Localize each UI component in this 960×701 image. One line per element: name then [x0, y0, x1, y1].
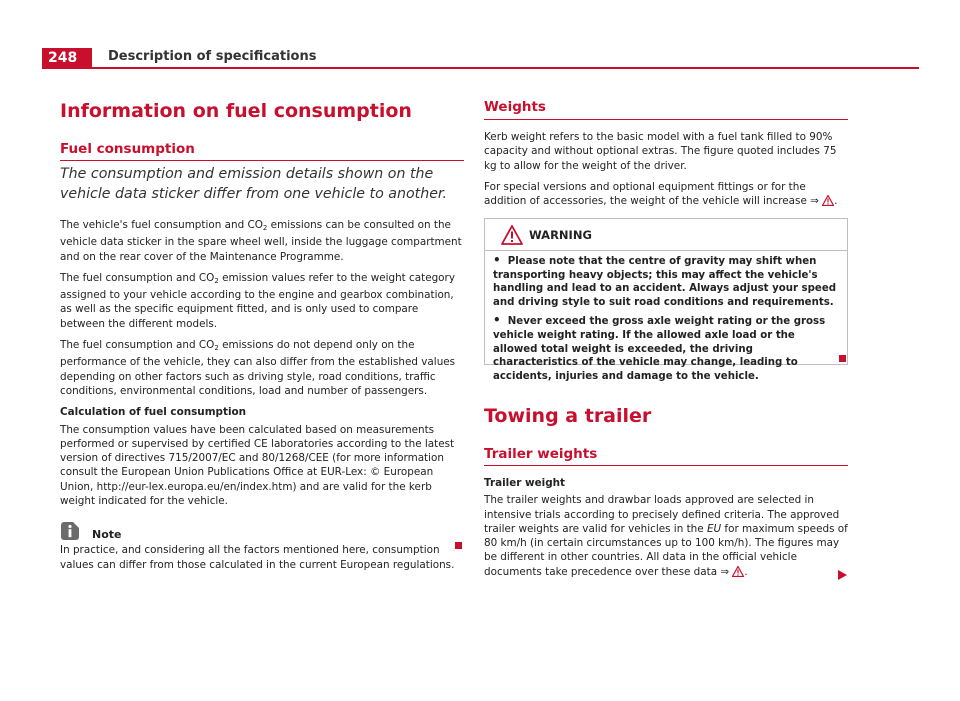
trailer-paragraph: The trailer weights and drawbar loads approved are selected in intensive trials according to precisely defined criteria. The approved trailer weights are valid for vehicles in the EU for maximum speeds of 80 km/h (in certain circumstances up to 100 km/h). The figures may be different in other countries. All data in the official vehicle documents take precedence over these data ⇒ .	[484, 493, 848, 581]
towing-heading: Towing a trailer	[484, 405, 652, 427]
note-text: In practice, and considering all the factors mentioned here, consumption values can differ from those calculated in the current European regulations.	[60, 544, 455, 571]
warning-icon	[501, 225, 523, 249]
paragraph: The fuel consumption and $CO_2$ emission values refer to the weight category assigned to your vehicle according to the engine and gearbox combination, as well as the specific equipment fitted, and is only used to compare between the different models.	[60, 271, 455, 330]
weights-paragraph: For special versions and optional equipment fittings or for the addition of accessories, the weight of the vehicle will increase ⇒ .	[484, 180, 848, 211]
section-rule	[484, 119, 848, 120]
page-number: 248	[42, 48, 92, 68]
paragraph: The vehicle's fuel consumption and $CO_2$ emissions can be consulted on the vehicle data sticker in the spare wheel well, inside the luggage compartment and on the rear cover of the Maintenance Programme.	[60, 219, 462, 263]
trailer-weights-subheading: Trailer weights	[484, 446, 598, 462]
weights-heading: Weights	[484, 99, 546, 115]
left-column	[60, 164, 464, 572]
continue-arrow-icon	[838, 565, 847, 584]
trailer-weight-label: Trailer weight	[484, 477, 566, 489]
warning-item: • Never exceed the gross axle weight rating or the gross vehicle weight rating. If the allowed axle load or the allowed total weight is exceeded, the driving characteristics of the vehicle may change, leading to accidents, injuries and damage to the vehicle.	[493, 313, 826, 382]
warning-label: WARNING	[529, 228, 592, 242]
warning-box	[484, 218, 848, 382]
warning-header	[485, 219, 847, 251]
warning-triangle-icon	[822, 195, 834, 210]
right-column	[484, 130, 848, 210]
main-heading: Information on fuel consumption	[60, 100, 412, 122]
warning-triangle-icon	[732, 566, 744, 581]
lead-paragraph: The consumption and emission details shown on the vehicle data sticker differ from one vehicle to another.	[60, 166, 447, 202]
sub-heading-fuel: Fuel consumption	[60, 141, 195, 157]
section-rule	[60, 160, 464, 161]
section-end-marker	[455, 542, 462, 549]
section-rule	[484, 465, 848, 466]
paragraph: The fuel consumption and $CO_2$ emissions do not depend only on the performance of the vehicle, they can also differ from the established values depending on other factors such as driving style, road conditions, traffic conditions, environmental conditions, load and number of passengers.	[60, 339, 456, 397]
trailer-section	[484, 476, 848, 581]
warning-item: • Please note that the centre of gravity may shift when transporting heavy objects; this may affect the vehicle's handling and lead to an accident. Always adjust your speed and driving style to suit road conditions and requirements.	[493, 253, 837, 308]
note-icon	[60, 521, 80, 541]
calc-paragraph: The consumption values have been calculated based on measurements performed or supervised by certified CE laboratories according to the latest version of directives 715/2007/EC and 80/1268/CEE (for more information consult the European Union Publications Office at EUR-Lex: © European Union, http://eur-lex.europa.eu/en/index.htm) and are valid for the kerb weight indicated for the vehicle.	[60, 423, 455, 508]
header-divider	[42, 67, 919, 69]
header-title: Description of specifications	[108, 49, 317, 64]
note-header	[60, 520, 464, 541]
section-end-marker	[839, 355, 846, 362]
calc-heading: Calculation of fuel consumption	[60, 406, 247, 419]
weights-paragraph: Kerb weight refers to the basic model with a fuel tank filled to 90% capacity and without optional extras. The figure quoted includes 75 kg to allow for the weight of the driver.	[484, 131, 837, 172]
note-label: Note	[92, 528, 122, 542]
